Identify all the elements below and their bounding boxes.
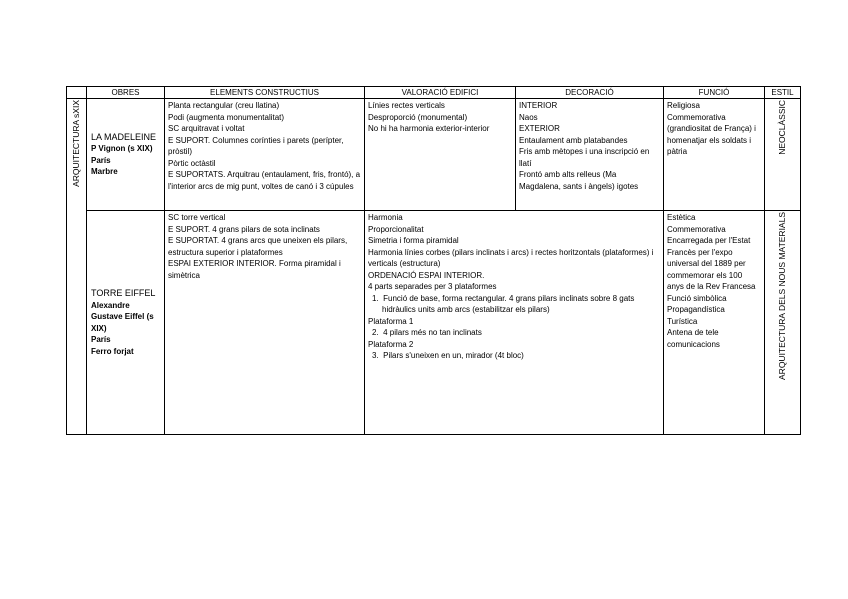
valoracio-line: Plataforma 2 [368,339,414,349]
valoracio-line: Proporcionalitat [368,224,424,234]
elements-line: Planta rectangular (creu llatina) [168,101,280,110]
list-number: 3. [372,351,379,360]
header-obres: OBRES [87,87,165,99]
elements-cell [165,211,365,435]
architecture-table [66,86,801,435]
valoracio-list-item [368,293,660,316]
funcio-line: Commemorativa (grandiositat de França) i homenatjar els soldats i pàtria [667,112,756,156]
decoracio-line: Frontó amb alts relleus (Ma Magdalena, sants i àngels) igotes [519,170,639,191]
elements-line: Podi (augmenta monumentalitat) [168,112,285,122]
header-decoracio: DECORACIÓ [516,87,664,99]
funcio-line: Turística [667,316,698,326]
valoracio-line: Línies rectes verticals [368,101,445,110]
elements-line: E SUPORTAT. 4 grans arcs que uneixen els pilars, estructura superior i plataformes [168,236,348,257]
header-funcio: FUNCIÓ [664,87,765,99]
decoracio-cell [516,99,664,211]
decoracio-line: Naos [519,112,538,122]
valoracio-cell [365,99,516,211]
header-empty [67,87,87,99]
funcio-cell [664,99,765,211]
elements-line: E SUPORT. Columnes corínties i parets (perípter, pròstil) [168,135,344,156]
valoracio-line: No hi ha harmonia exterior-interior [368,124,490,133]
funcio-line: Encarregada per l'Estat Francès per l'expo universal del 1889 per commemorar els 100 anys de la Rev Francesa [667,236,756,291]
decoracio-line: EXTERIOR [519,124,560,133]
header-row [67,87,801,99]
obra-line: Alexandre Gustave Eiffel (s XIX) [91,300,154,333]
obra-line: Marbre [91,167,118,176]
obra-name: TORRE EIFFEL [91,288,156,298]
valoracio-line: Desproporció (monumental) [368,112,468,122]
elements-line: Pòrtic octàstil [168,158,216,168]
estil-label: NEOCLÀSSIC [776,100,787,155]
valoracio-line: Simetria i forma piramidal [368,236,459,245]
header-elements: ELEMENTS CONSTRUCTIUS [165,87,365,99]
obra-cell [87,211,165,435]
elements-line: E SUPORTATS. Arquitrau (entaulament, fris, frontó), a l'interior arcs de mig punt, voltes de canó i 3 cúpules [168,170,361,191]
funcio-line: Estètica [667,213,696,222]
valoracio-line: Harmonia [368,213,403,222]
group-label: ARQUITECTURA sXIX [70,100,81,187]
funcio-line: Propagandística [667,305,725,314]
list-number: 2. [372,328,379,337]
valoracio-list-item [368,327,660,339]
list-text: Pilars s'uneixen en un, mirador (4t bloc) [383,351,524,360]
elements-line: E SUPORT. 4 grans pilars de sota inclinats [168,224,320,234]
elements-line: SC arquitravat i voltat [168,124,245,133]
funcio-cell [664,211,765,435]
obra-line: París [91,155,111,165]
obra-line: Ferro forjat [91,346,134,356]
list-text: Funció de base, forma rectangular. 4 grans pilars inclinats sobre 8 gats hidràulics units amb arcs (estabilitzar els pilars) [382,293,635,314]
decoracio-line: INTERIOR [519,101,558,110]
decoracio-line: Fris amb mètopes i una inscripció en llatí [519,147,650,168]
obra-line: P Vignon (s XIX) [91,144,153,153]
valoracio-line: Plataforma 1 [368,316,414,326]
estil-label: ARQUITECTURA DELS NOUS MATERIALS [776,212,787,380]
estil-cell [765,99,801,211]
valoracio-line: ORDENACIÓ ESPAI INTERIOR. [368,270,485,280]
valoracio-line: Harmonia línies corbes (pilars inclinats i arcs) i rectes horitzontals (plataformes) i verticals (estructura) [368,247,654,268]
estil-cell [765,211,801,435]
valoracio-cell [365,211,664,435]
decoracio-line: Entaulament amb platabandes [519,135,628,145]
table-row [67,211,801,435]
funcio-line: Commemorativa [667,224,726,234]
funcio-line: Religiosa [667,101,700,110]
list-number: 1. [372,293,379,303]
obra-line: París [91,335,111,344]
obra-cell [87,99,165,211]
elements-cell [165,99,365,211]
funcio-line: Funció simbòlica [667,293,727,303]
header-valoracio: VALORACIÓ EDIFICI [365,87,516,99]
list-text: 4 pilars més no tan inclinats [383,328,482,337]
group-cell [67,99,87,435]
table-row [67,99,801,211]
valoracio-line: 4 parts separades per 3 plataformes [368,282,497,291]
elements-line: ESPAI EXTERIOR INTERIOR. Forma piramidal i simètrica [168,259,341,280]
funcio-line: Antena de tele comunicacions [667,328,720,349]
elements-line: SC torre vertical [168,213,226,222]
obra-name: LA MADELEINE [91,131,157,142]
valoracio-list-item [368,350,660,362]
header-estil: ESTIL [765,87,801,99]
